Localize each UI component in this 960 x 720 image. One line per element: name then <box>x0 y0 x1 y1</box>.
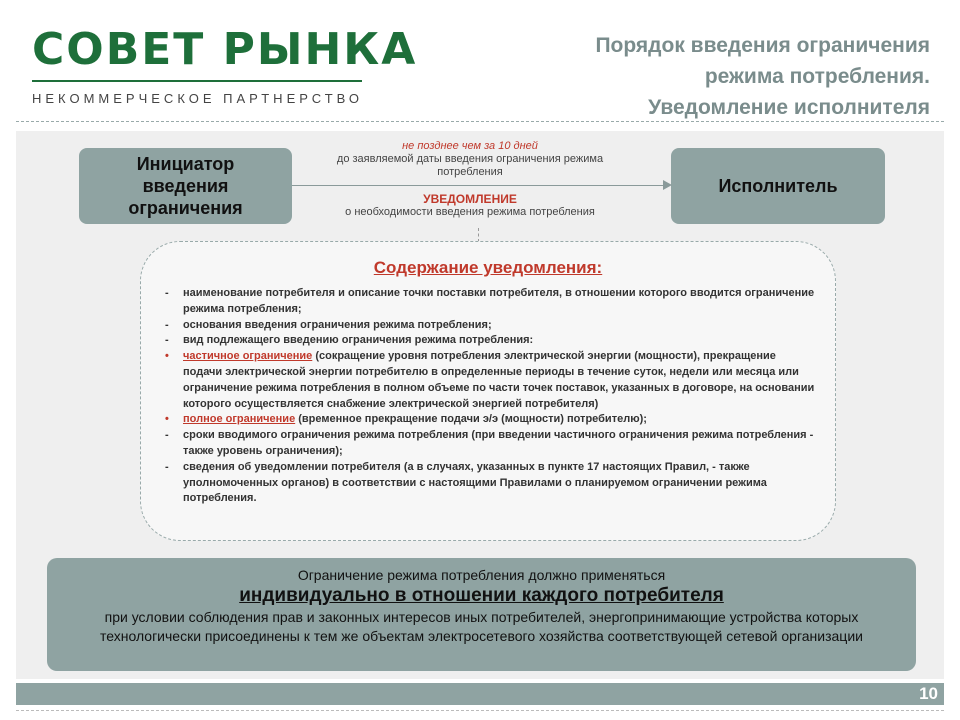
arrow-head-icon <box>663 180 672 190</box>
logo-subtitle: НЕКОММЕРЧЕСКОЕ ПАРТНЕРСТВО <box>32 91 364 106</box>
logo-divider <box>32 80 362 82</box>
list-item <box>165 333 815 349</box>
list-item-highlight: частичное ограничение <box>183 350 313 363</box>
list-item <box>165 318 815 334</box>
footer-bar <box>16 683 944 705</box>
deadline-text: до заявляемой даты введения ограничения режима потребления <box>336 153 604 178</box>
list-item-text: вид подлежащего введению ограничения режима потребления: <box>183 334 534 347</box>
list-item <box>165 428 815 460</box>
principle-line-1: Ограничение режима потребления должно применяться <box>297 567 666 583</box>
list-item <box>165 349 815 412</box>
notice-text: о необходимости введения режима потребления <box>345 206 595 218</box>
deadline-note <box>310 140 630 179</box>
initiator-box <box>79 148 292 224</box>
list-marker: • <box>165 350 169 363</box>
list-item <box>165 460 815 507</box>
list-item <box>165 286 815 318</box>
list-item-text: (временное прекращение подачи э/э (мощности) потребителю); <box>295 413 647 426</box>
page-title-line: Порядок введения ограничения <box>595 34 930 57</box>
page-title-line: режима потребления. <box>704 65 930 88</box>
logo-title: СОВЕТ РЫНКА <box>32 24 418 75</box>
list-item-highlight: полное ограничение <box>183 413 296 426</box>
notice-note <box>300 193 640 219</box>
page-number: 10 <box>919 684 938 703</box>
list-marker: - <box>165 429 169 442</box>
list-marker: • <box>165 413 169 426</box>
deadline-highlight: не позднее чем за 10 дней <box>402 140 538 152</box>
connector-line <box>478 228 479 242</box>
notification-content-box <box>140 241 836 541</box>
principle-emphasis: индивидуально в отношении каждого потребителя <box>239 585 724 606</box>
list-item-text: сроки вводимого ограничения режима потребления (при введении частичного ограничения режима потребления - также уровень ограничения); <box>183 429 814 457</box>
executor-box <box>671 148 885 224</box>
notice-title: УВЕДОМЛЕНИЕ <box>423 192 517 206</box>
initiator-label: Инициатор введения ограничения <box>128 154 243 218</box>
header-separator <box>16 121 944 122</box>
list-item-text: наименование потребителя и описание точки поставки потребителя, в отношении которого вводится ограничение режима потребления; <box>183 287 815 315</box>
list-marker: - <box>165 460 169 473</box>
list-item-text: (сокращение уровня потребления электрической энергии (мощности), прекращение подачи электрической энергии потребителю в определенные периоды в течение суток, недели или месяца или ограничение режима потребления в полном объеме по части точек поставок, указанных в договоре, на основании которого осуществляется снабжение электрической энергией потребителя) <box>183 350 815 410</box>
principle-box <box>47 558 916 671</box>
list-item-text: сведения об уведомлении потребителя (а в случаях, указанных в пункте 17 настоящих Правил, - также уполномоченных органов) в соответствии с настоящими Правилами о планируемом ограничении режима потребления. <box>183 460 767 505</box>
content-title: Содержание уведомления: <box>373 258 603 277</box>
flow-arrow <box>292 185 664 186</box>
footer-separator <box>16 710 944 711</box>
list-marker: - <box>165 287 169 299</box>
page-title-line: Уведомление исполнителя <box>648 96 930 119</box>
page-title <box>595 30 930 123</box>
content-list <box>165 286 815 507</box>
list-item <box>165 412 815 428</box>
principle-condition: при условии соблюдения прав и законных интересов иных потребителей, энергопринимающие устройства которых технологически присоединены к тем же объектам электросетевого хозяйства соответствующей сетевой организации <box>100 609 863 644</box>
executor-label: Исполнитель <box>718 176 838 196</box>
list-marker: - <box>165 334 169 347</box>
list-item-text: основания введения ограничения режима потребления; <box>183 318 492 331</box>
list-marker: - <box>165 318 169 331</box>
